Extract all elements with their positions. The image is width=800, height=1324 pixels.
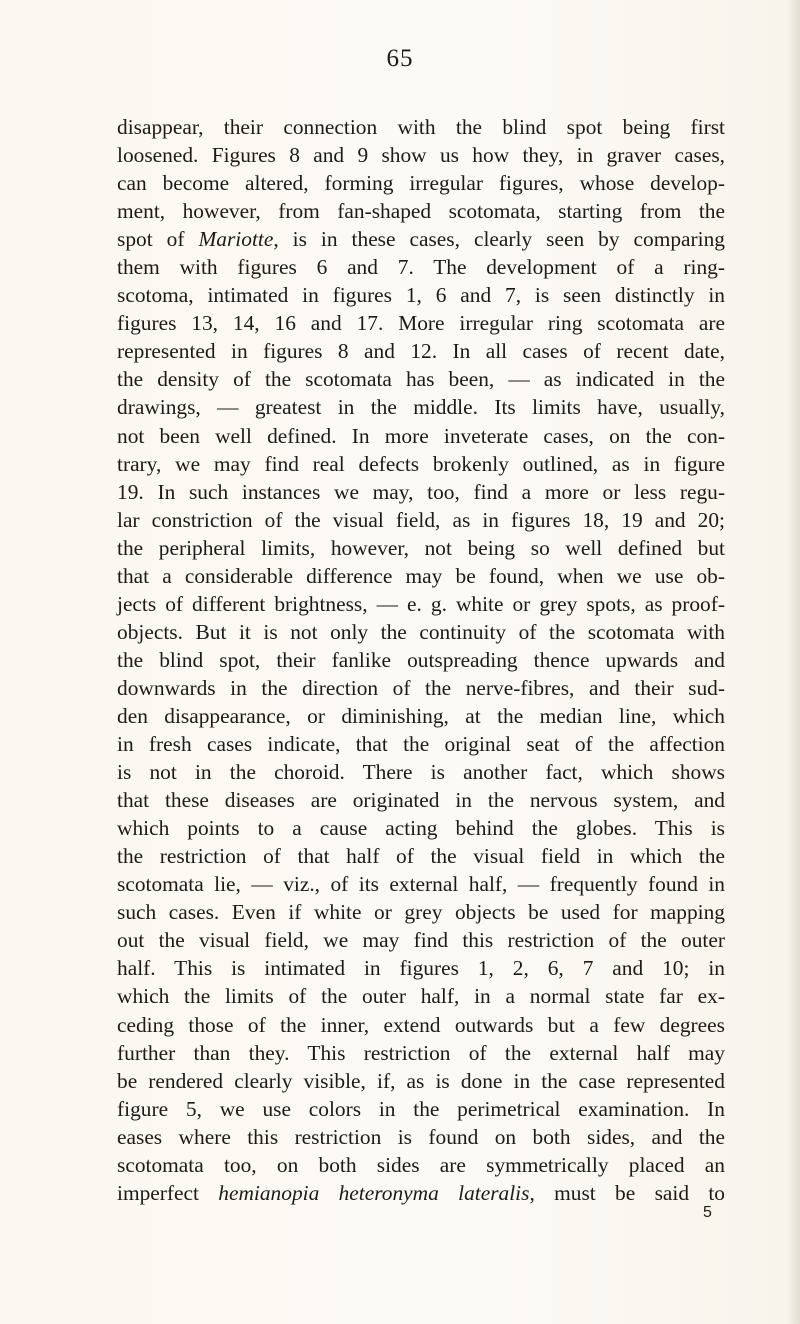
italic-term: hemianopia heteronyma lateralis (218, 1180, 530, 1205)
text-line: them with figures 6 and 7. The development of a ring- (117, 255, 725, 280)
text-line: trary, we may find real defects brokenly outlined, as in figure (117, 451, 725, 476)
text-line: scotoma, intimated in figures 1, 6 and 7, is seen distinctly in (117, 283, 725, 308)
text-line: the blind spot, their fanlike outspreading thence upwards and (117, 647, 725, 672)
text-line: which the limits of the outer half, in a normal state far ex- (117, 984, 725, 1009)
text-line: such cases. Even if white or grey objects be used for mapping (117, 900, 725, 925)
text-line: represented in figures 8 and 12. In all cases of recent date, (117, 339, 725, 364)
text-line: ceding those of the inner, extend outwards but a few degrees (117, 1012, 725, 1037)
text-line: be rendered clearly visible, if, as is done in the case represented (117, 1068, 725, 1093)
text-line: ment, however, from fan-shaped scotomata, starting from the (117, 199, 725, 224)
text-line: objects. But it is not only the continuity of the scotomata with (117, 619, 725, 644)
text-line: scotomata lie, — viz., of its external half, — frequently found in (117, 872, 725, 897)
text-line: lar constriction of the visual field, as in figures 18, 19 and 20; (117, 507, 725, 532)
text-line: loosened. Figures 8 and 9 show us how they, in graver cases, (117, 143, 725, 168)
page-edge-shadow (786, 0, 800, 1324)
text-line: figure 5, we use colors in the perimetrical examination. In (117, 1096, 725, 1121)
text-line: can become altered, forming irregular figures, whose develop- (117, 171, 725, 196)
text-line: figures 13, 14, 16 and 17. More irregular ring scotomata are (117, 311, 725, 336)
text-line: in fresh cases indicate, that the original seat of the affection (117, 732, 725, 757)
text-line: the density of the scotomata has been, — as indicated in the (117, 367, 725, 392)
signature-mark: 5 (703, 1204, 712, 1221)
text-line: is not in the choroid. There is another fact, which shows (117, 760, 725, 785)
text-line: the peripheral limits, however, not being so well defined but (117, 535, 725, 560)
text-line: scotomata too, on both sides are symmetrically placed an (117, 1152, 725, 1177)
text-line: den disappearance, or diminishing, at the median line, which (117, 703, 725, 728)
text-line: disappear, their connection with the blind spot being first (117, 115, 725, 139)
text-line-final (117, 1179, 725, 1207)
text-line: 19. In such instances we may, too, find a more or less regu- (117, 479, 725, 504)
italic-name-mariotte: Mariotte (198, 227, 274, 252)
text-line: that a considerable difference may be found, when we use ob- (117, 563, 725, 588)
page-number: 65 (386, 45, 414, 72)
text-line: not been well defined. In more inveterate cases, on the con- (117, 423, 725, 448)
text-segment: spot of (117, 227, 199, 252)
text-line: jects of different brightness, — e. g. white or grey spots, as proof- (117, 591, 725, 616)
text-line-with-italic (117, 225, 725, 253)
text-line: further than they. This restriction of the external half may (117, 1040, 725, 1065)
text-line: drawings, — greatest in the middle. Its limits have, usually, (117, 395, 725, 420)
text-line: downwards in the direction of the nerve-fibres, and their sud- (117, 675, 725, 700)
text-segment: imperfect (117, 1180, 219, 1205)
text-line: half. This is intimated in figures 1, 2, 6, 7 and 10; in (117, 956, 725, 981)
text-line: eases where this restriction is found on both sides, and the (117, 1124, 725, 1149)
text-line: that these diseases are originated in the nervous system, and (117, 788, 725, 813)
text-line: which points to a cause acting behind the globes. This is (117, 816, 725, 841)
body-text (117, 113, 725, 1207)
text-line: the restriction of that half of the visual field in which the (117, 844, 725, 869)
text-segment: , is in these cases, clearly seen by comparing (273, 227, 725, 252)
text-line: out the visual field, we may find this restriction of the outer (117, 928, 725, 953)
text-segment: , must be said to (529, 1180, 725, 1205)
